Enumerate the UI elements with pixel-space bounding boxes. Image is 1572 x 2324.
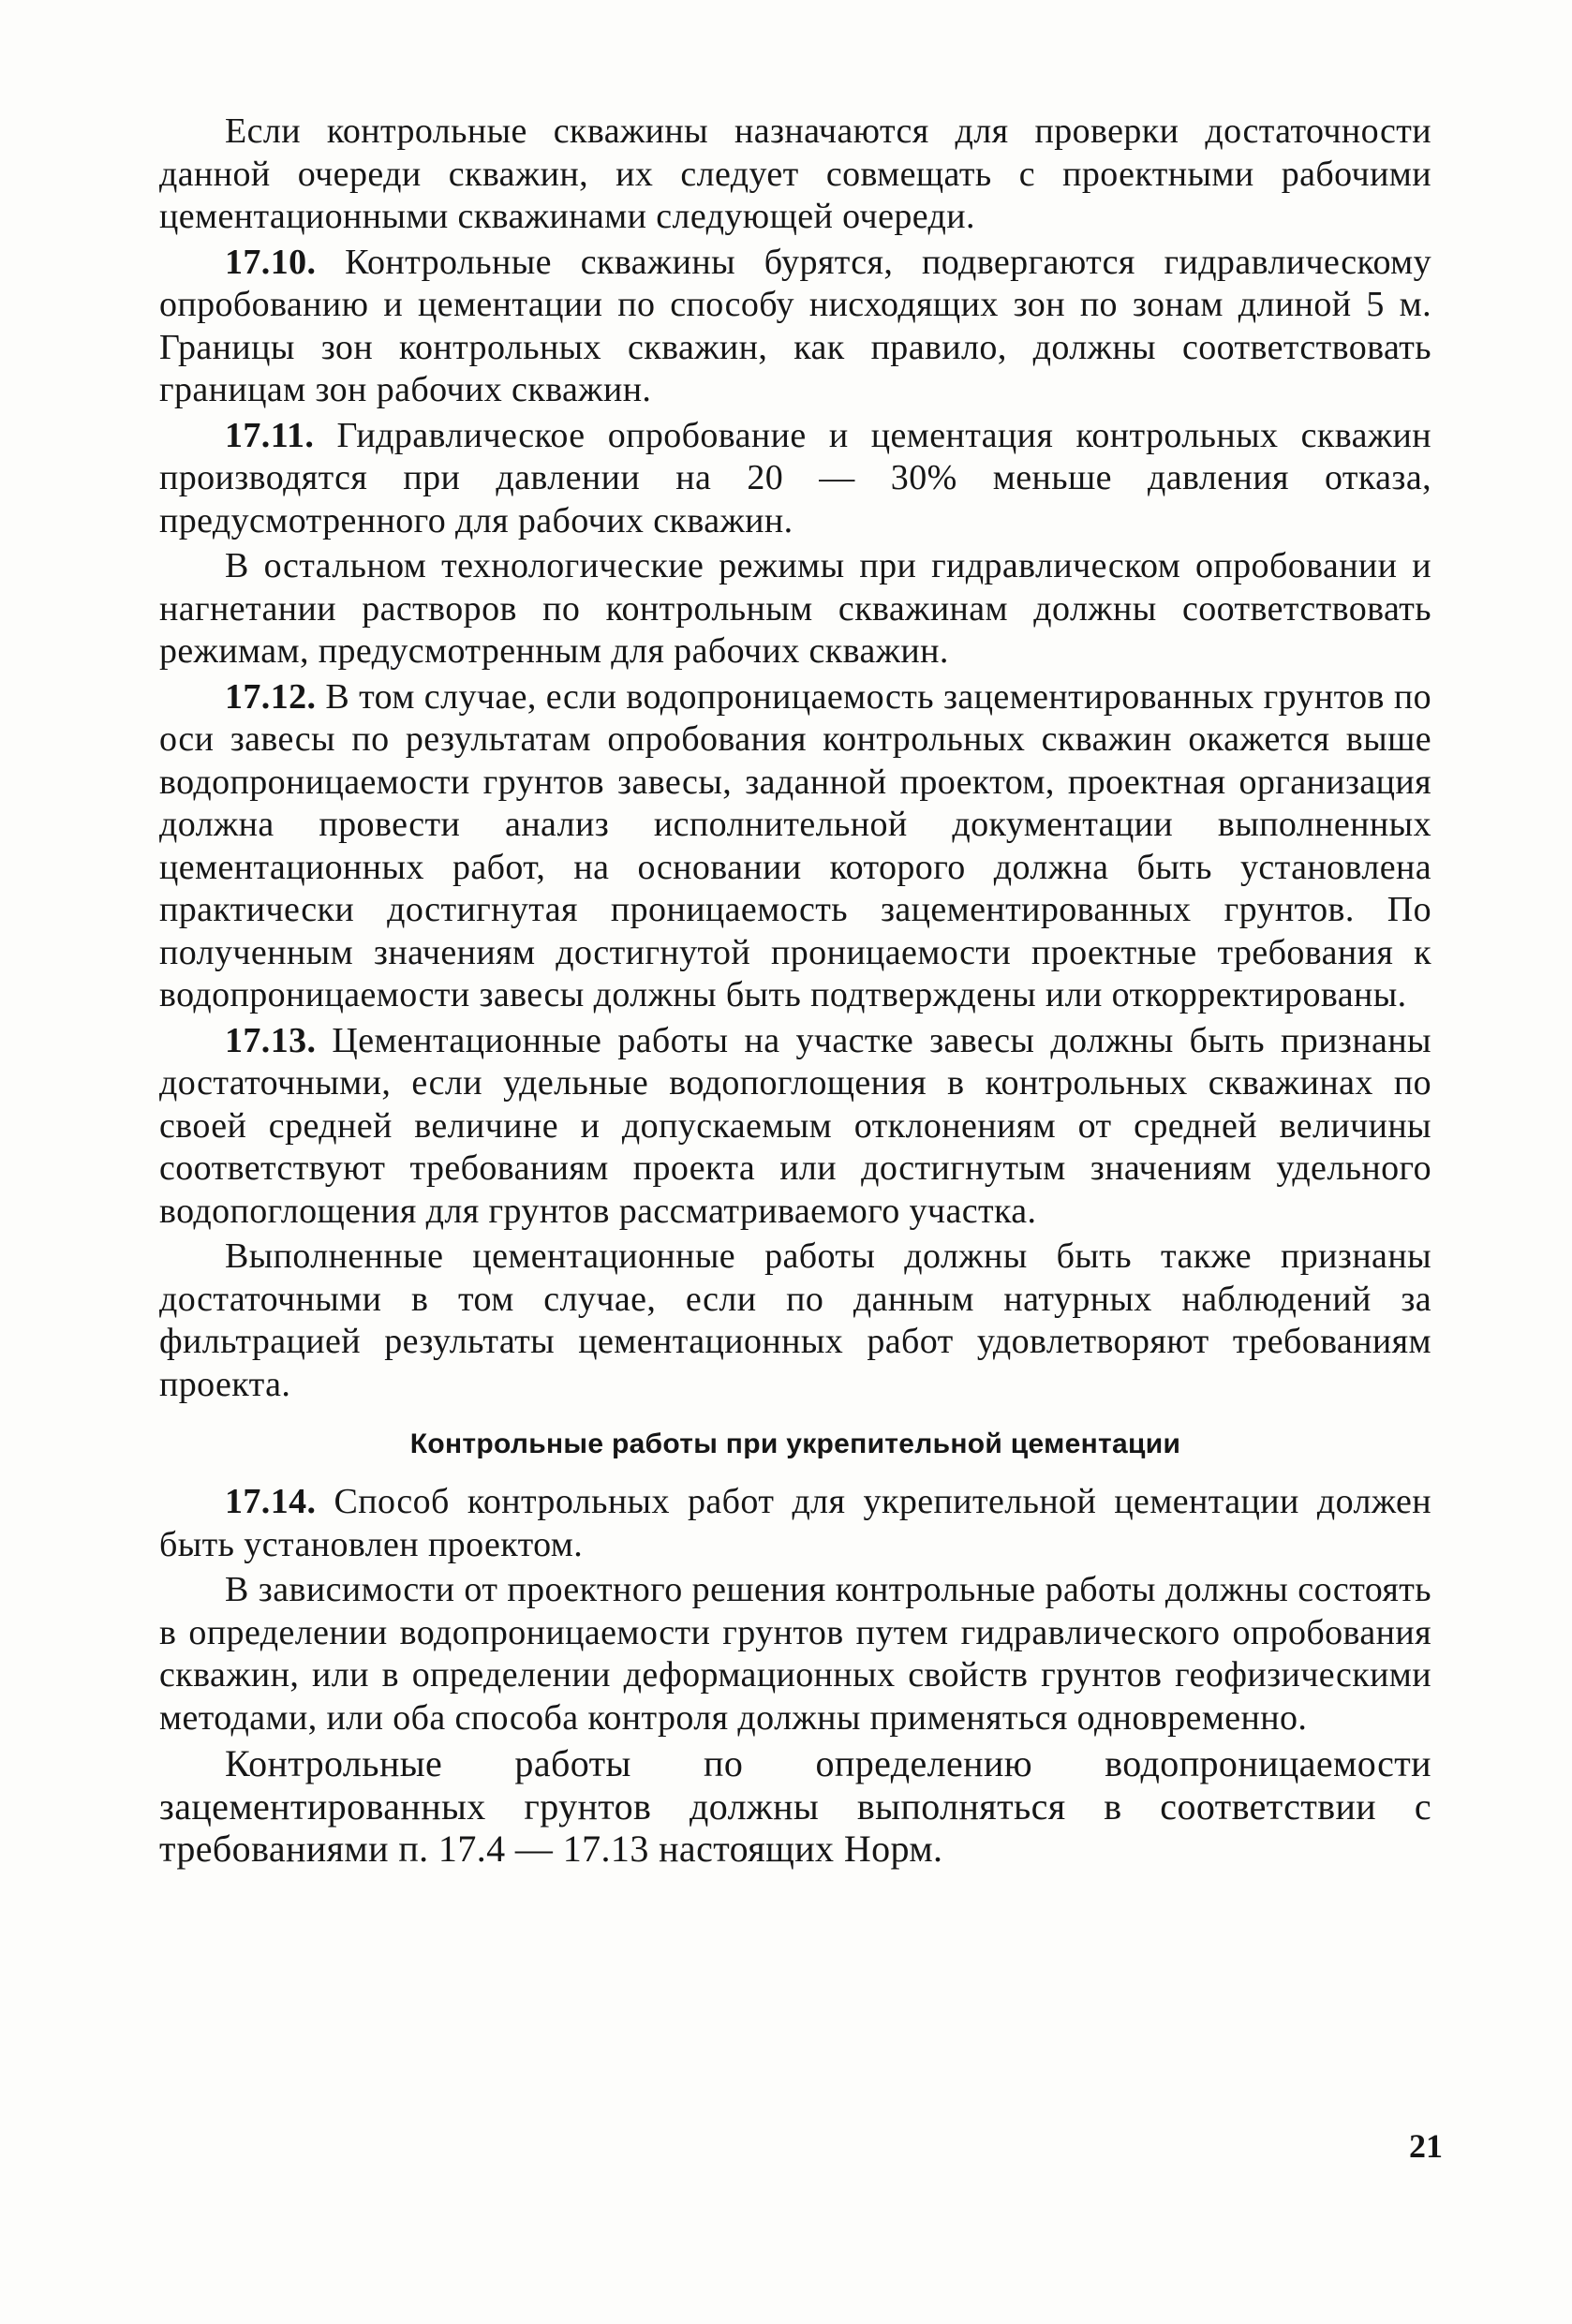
paragraph-text: Контрольные скважины бурятся, подвергаются гидравлическому опробованию и цементации по способу нисходящих зон по зонам длиной 5 м. Границы зон контрольных скважин, как правило, должны соответствовать границам зон рабочих скважин. xyxy=(159,242,1431,409)
paragraph-text: Гидравлическое опробование и цементация контрольных скважин производятся при давлении на 20 — 30% меньше давления отказа, предусмотренного для рабочих скважин. xyxy=(159,415,1431,540)
page-body xyxy=(159,111,1431,1873)
clause-number: 17.12. xyxy=(225,676,317,717)
paragraph-text: В том случае, если водопроницаемость зацементированных грунтов по оси завесы по результатам опробования контрольных скважин окажется выше водопроницаемости грунтов завесы, заданной проектом, проектная организация должна провести анализ исполнительной документации выполненных цементационных работ, на основании которого должна быть установлена практически достигнутая проницаемость зацементированных грунтов. По полученным значениям достигнутой проницаемости проектные требования к водопроницаемости завесы должны быть подтверждены или откорректированы. xyxy=(159,676,1431,1014)
paragraph-text: Контрольные работы по определению водопроницаемости зацементированных грунтов должны выполняться в соответствии с требованиями п. 17.4 — 17.13 настоящих Норм. xyxy=(159,1742,1431,1870)
paragraph xyxy=(159,1742,1431,1871)
paragraph xyxy=(159,415,1431,543)
paragraph xyxy=(159,111,1431,239)
paragraph xyxy=(159,676,1431,1017)
paragraph-text: Цементационные работы на участке завесы должны быть признаны достаточными, если удельные водопоглощения в контрольных скважинах по своей средней величине и допускаемым отклонениям от средней величины соответствуют требованиям проекта или достигнутым значениям удельного водопоглощения для грунтов рассматриваемого участка. xyxy=(159,1020,1431,1231)
paragraph-text: В зависимости от проектного решения контрольные работы должны состоять в определении водопроницаемости грунтов путем гидравлического опробования скважин, или в определении деформационных свойств грунтов геофизическими методами, или оба способа контроля должны применяться одновременно. xyxy=(159,1570,1431,1738)
clause-number: 17.14. xyxy=(225,1482,317,1521)
page-number: 21 xyxy=(1409,2127,1443,2165)
clause-number: 17.10. xyxy=(225,242,317,282)
paragraph-text: Выполненные цементационные работы должны быть также признаны достаточными в том случае, если по данным натурных наблюдений за фильтрацией результаты цементационных работ удовлетворяют требованиям проекта. xyxy=(159,1236,1431,1404)
paragraph-text: В остальном технологические режимы при гидравлическом опробовании и нагнетании растворов по контрольным скважинам должны соответствовать режимам, предусмотренным для рабочих скважин. xyxy=(159,546,1431,671)
clause-number: 17.11. xyxy=(225,415,315,455)
section-heading: Контрольные работы при укрепительной цементации xyxy=(409,1428,1181,1459)
paragraph xyxy=(159,1236,1431,1406)
paragraph-text: Если контрольные скважины назначаются для проверки достаточности данной очереди скважин, их следует совмещать с проектными рабочими цементационными скважинами следующей очереди. xyxy=(159,111,1431,236)
clause-number: 17.13. xyxy=(225,1020,317,1060)
paragraph xyxy=(159,1569,1431,1739)
paragraph xyxy=(159,1020,1431,1234)
paragraph xyxy=(159,1481,1431,1566)
paragraph-text: Способ контрольных работ для укрепительной цементации должен быть установлен проектом. xyxy=(159,1482,1431,1564)
paragraph xyxy=(159,545,1431,674)
paragraph xyxy=(159,242,1431,412)
